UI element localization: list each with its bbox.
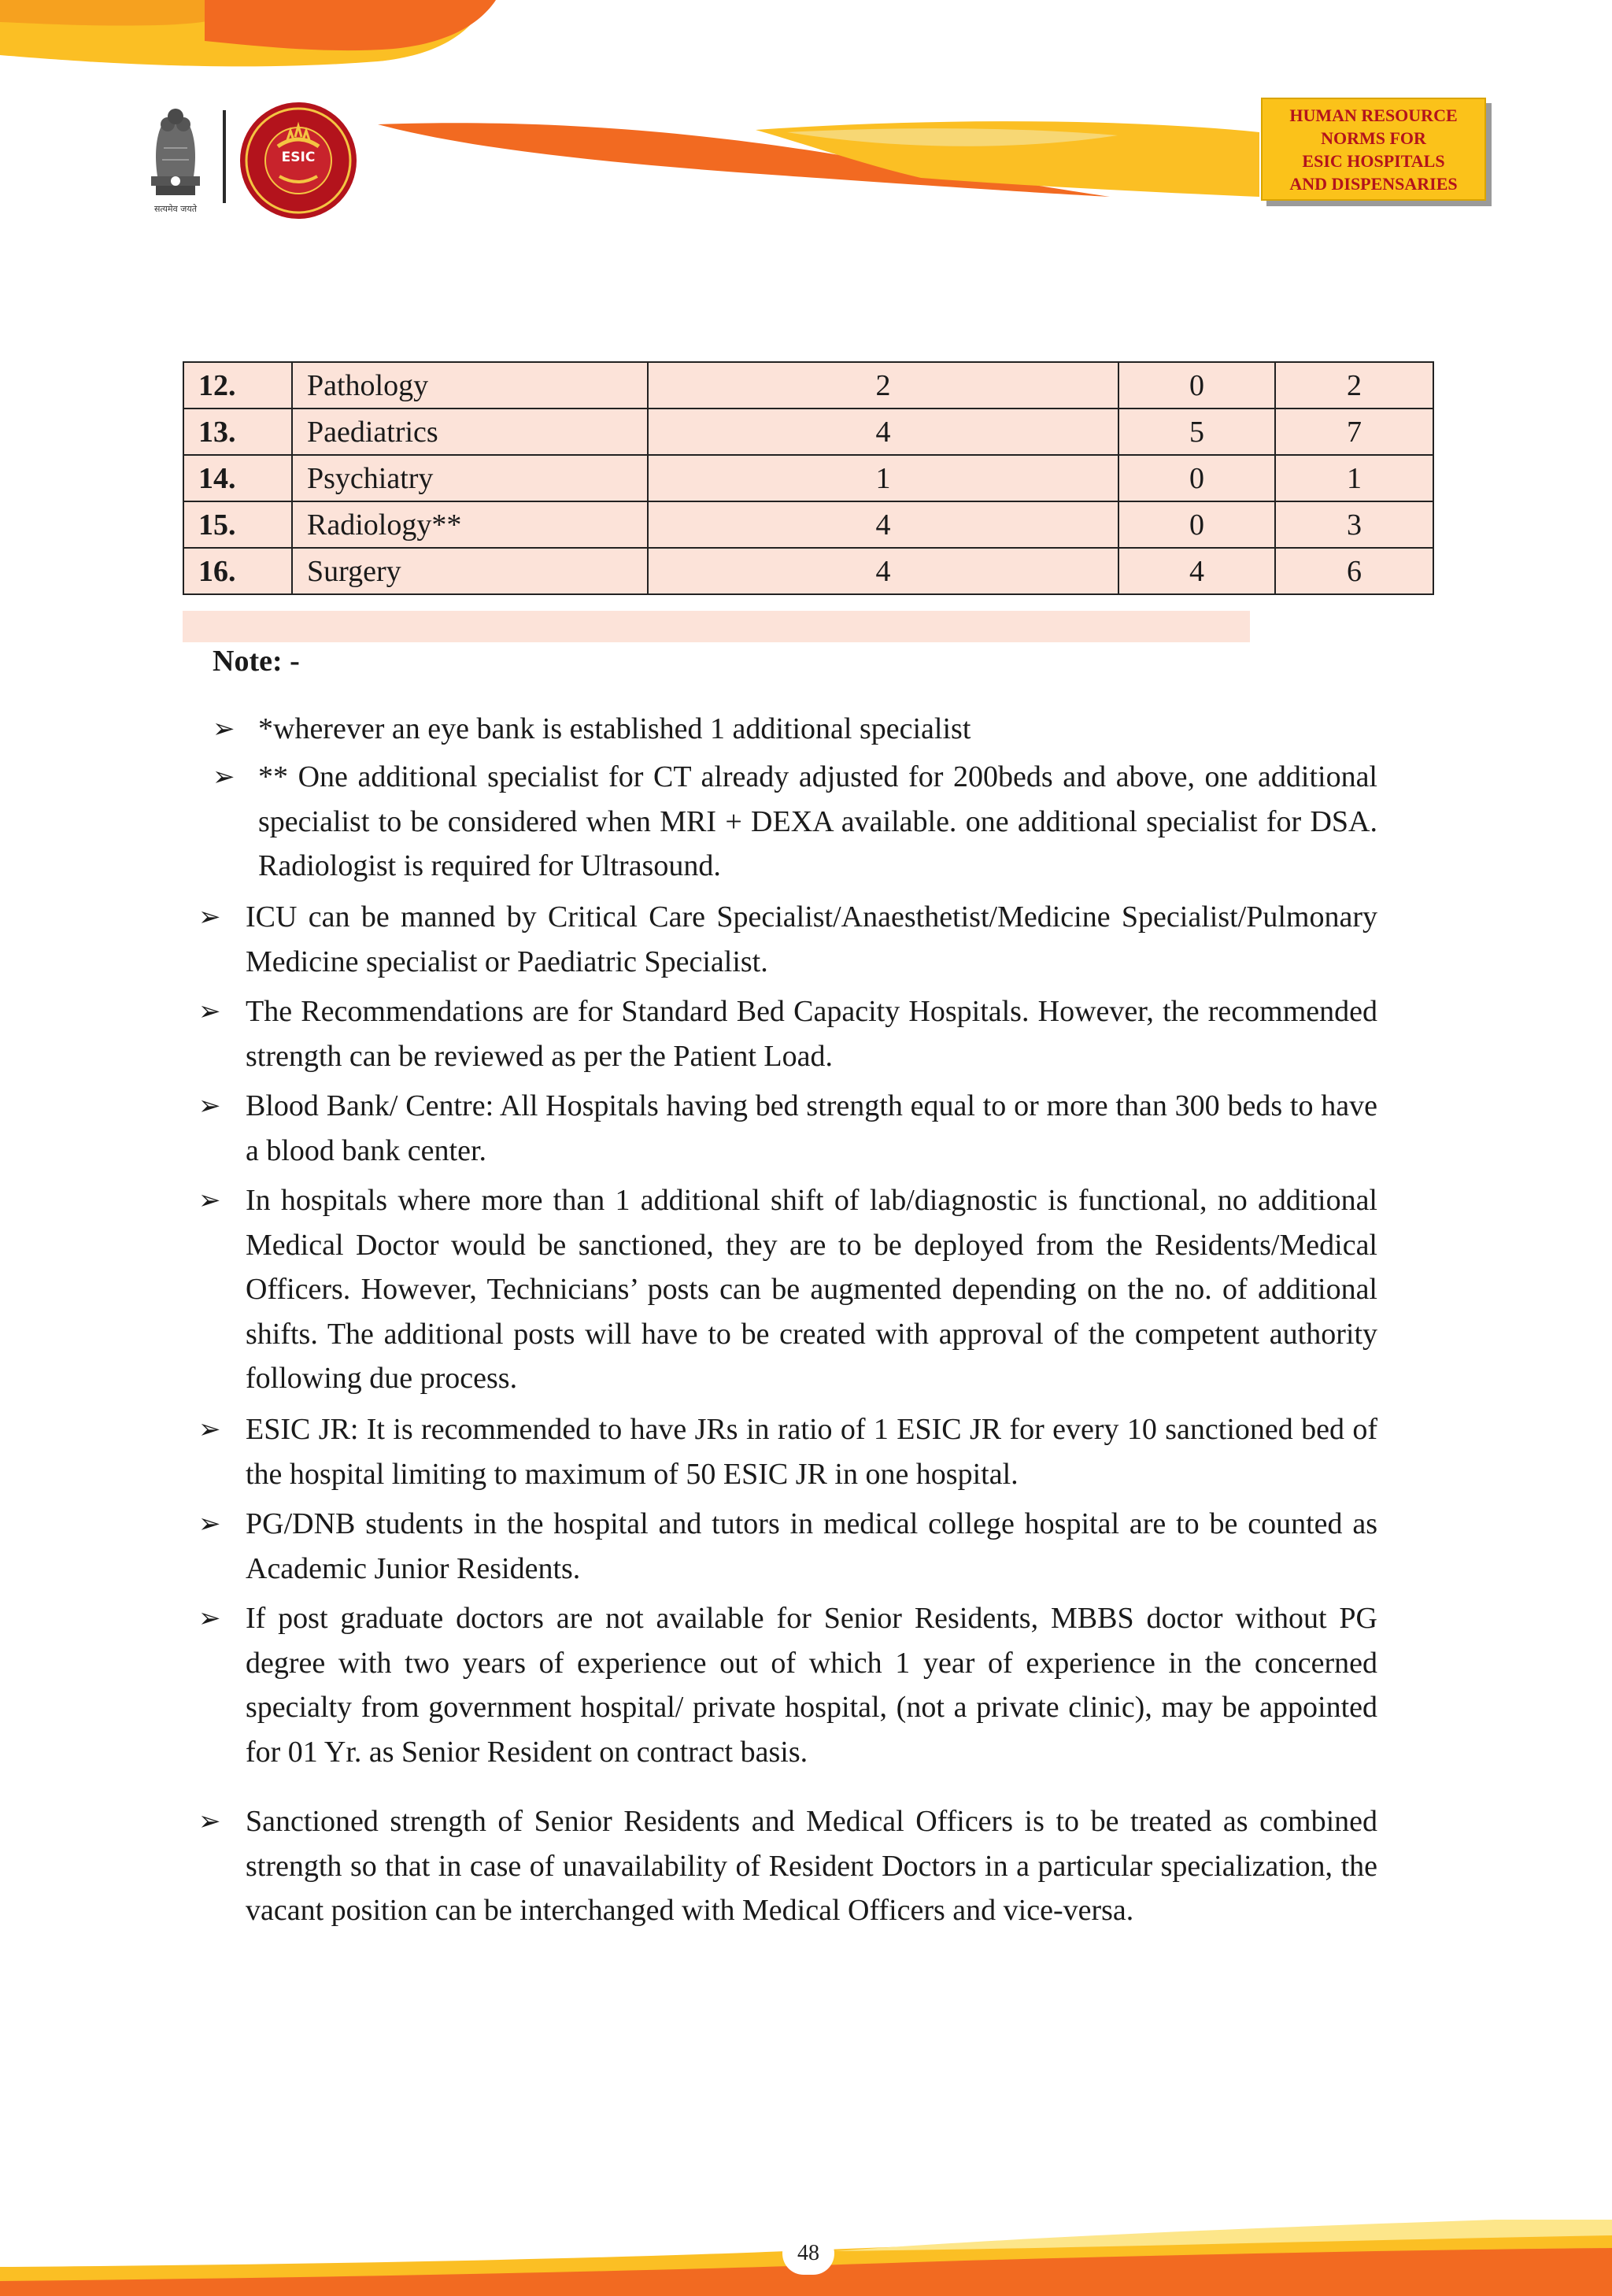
bullet-arrow-icon: ➢ bbox=[198, 1508, 221, 1540]
specialty-name: Surgery bbox=[292, 548, 648, 594]
note-heading: Note: - bbox=[213, 645, 300, 678]
bullet-arrow-icon: ➢ bbox=[198, 1603, 221, 1634]
value-cell: 2 bbox=[1275, 362, 1433, 409]
specialty-name: Radiology** bbox=[292, 501, 648, 548]
note-item bbox=[198, 895, 1377, 984]
national-emblem-icon bbox=[140, 101, 211, 219]
table-row bbox=[183, 548, 1433, 594]
bullet-arrow-icon: ➢ bbox=[198, 1414, 221, 1445]
note-text: ** One additional specialist for CT already adjusted for 200beds and above, one additional specialist to be considered when MRI + DEXA available. one additional specialist for DSA. Radiologist is required for Ultrasound. bbox=[258, 760, 1377, 882]
bullet-arrow-icon: ➢ bbox=[198, 1090, 221, 1122]
specialty-name: Psychiatry bbox=[292, 455, 648, 501]
logo-divider bbox=[223, 110, 226, 203]
value-cell: 0 bbox=[1118, 455, 1275, 501]
note-item bbox=[198, 1502, 1377, 1591]
value-cell: 2 bbox=[648, 362, 1118, 409]
value-cell: 4 bbox=[648, 548, 1118, 594]
row-number: 15. bbox=[183, 501, 292, 548]
document-title-badge bbox=[1261, 98, 1486, 201]
note-item bbox=[198, 1799, 1377, 1933]
row-number: 13. bbox=[183, 409, 292, 455]
note-item bbox=[198, 1178, 1377, 1401]
note-item bbox=[198, 1407, 1377, 1496]
value-cell: 1 bbox=[1275, 455, 1433, 501]
value-cell: 4 bbox=[1118, 548, 1275, 594]
value-cell: 3 bbox=[1275, 501, 1433, 548]
value-cell: 6 bbox=[1275, 548, 1433, 594]
specialty-name: Pathology bbox=[292, 362, 648, 409]
table-row bbox=[183, 501, 1433, 548]
note-text: ICU can be manned by Critical Care Specialist/Anaesthetist/Medicine Specialist/Pulmonary Medicine specialist or Paediatric Specialist. bbox=[246, 900, 1377, 978]
esic-logo-text: ESIC bbox=[281, 150, 316, 165]
note-text: The Recommendations are for Standard Bed Capacity Hospitals. However, the recommended strength can be reviewed as per the Patient Load. bbox=[246, 995, 1377, 1073]
note-text: In hospitals where more than 1 additional shift of lab/diagnostic is functional, no additional Medical Doctor would be sanctioned, they are to be deployed from the Residents/Medical Officers. However, Technicians’ posts can be augmented depending on the no. of additional shifts. The additional posts will have to be created with approval of the competent authority following due process. bbox=[246, 1184, 1377, 1395]
page-number: 48 bbox=[782, 2232, 834, 2275]
note-item bbox=[213, 707, 1377, 752]
table-row bbox=[183, 409, 1433, 455]
value-cell: 7 bbox=[1275, 409, 1433, 455]
emblem-caption: सत्यमेव जयते bbox=[153, 204, 197, 214]
value-cell: 5 bbox=[1118, 409, 1275, 455]
note-item bbox=[198, 1596, 1377, 1774]
value-cell: 4 bbox=[648, 501, 1118, 548]
note-item bbox=[198, 1084, 1377, 1173]
document-title-text: HUMAN RESOURCE NORMS FOR ESIC HOSPITALS AND DISPENSARIES bbox=[1289, 105, 1458, 194]
note-text: *wherever an eye bank is established 1 additional specialist bbox=[258, 712, 971, 745]
bullet-arrow-icon: ➢ bbox=[213, 761, 235, 793]
note-text: PG/DNB students in the hospital and tutors in medical college hospital are to be counted as Academic Junior Residents. bbox=[246, 1507, 1377, 1585]
table-row bbox=[183, 362, 1433, 409]
bullet-arrow-icon: ➢ bbox=[198, 1806, 221, 1837]
bullet-arrow-icon: ➢ bbox=[213, 713, 235, 745]
value-cell: 0 bbox=[1118, 501, 1275, 548]
note-item bbox=[213, 755, 1377, 889]
bullet-arrow-icon: ➢ bbox=[198, 901, 221, 933]
value-cell: 0 bbox=[1118, 362, 1275, 409]
bullet-arrow-icon: ➢ bbox=[198, 996, 221, 1027]
table-row bbox=[183, 455, 1433, 501]
note-text: If post graduate doctors are not available for Senior Residents, MBBS doctor without PG degree with two years of experience out of which 1 year of experience in the concerned specialty from government hospital/ private hospital, (not a private clinic), may be appointed for 01 Yr. as Senior Resident on contract basis. bbox=[246, 1602, 1377, 1769]
row-number: 12. bbox=[183, 362, 292, 409]
bullet-arrow-icon: ➢ bbox=[198, 1185, 221, 1216]
row-number: 14. bbox=[183, 455, 292, 501]
note-text: Sanctioned strength of Senior Residents and Medical Officers is to be treated as combined strength so that in case of unavailability of Resident Doctors in a particular specialization, the vacant position can be interchanged with Medical Officers and vice-versa. bbox=[246, 1805, 1377, 1927]
note-item bbox=[198, 989, 1377, 1078]
table-shading bbox=[183, 611, 1250, 642]
row-number: 16. bbox=[183, 548, 292, 594]
note-text: ESIC JR: It is recommended to have JRs in ratio of 1 ESIC JR for every 10 sanctioned bed of the hospital limiting to maximum of 50 ESIC JR in one hospital. bbox=[246, 1413, 1377, 1491]
specialty-name: Paediatrics bbox=[292, 409, 648, 455]
specialist-table bbox=[183, 361, 1434, 595]
note-text: Blood Bank/ Centre: All Hospitals having bed strength equal to or more than 300 beds to have a blood bank center. bbox=[246, 1089, 1377, 1167]
value-cell: 4 bbox=[648, 409, 1118, 455]
value-cell: 1 bbox=[648, 455, 1118, 501]
